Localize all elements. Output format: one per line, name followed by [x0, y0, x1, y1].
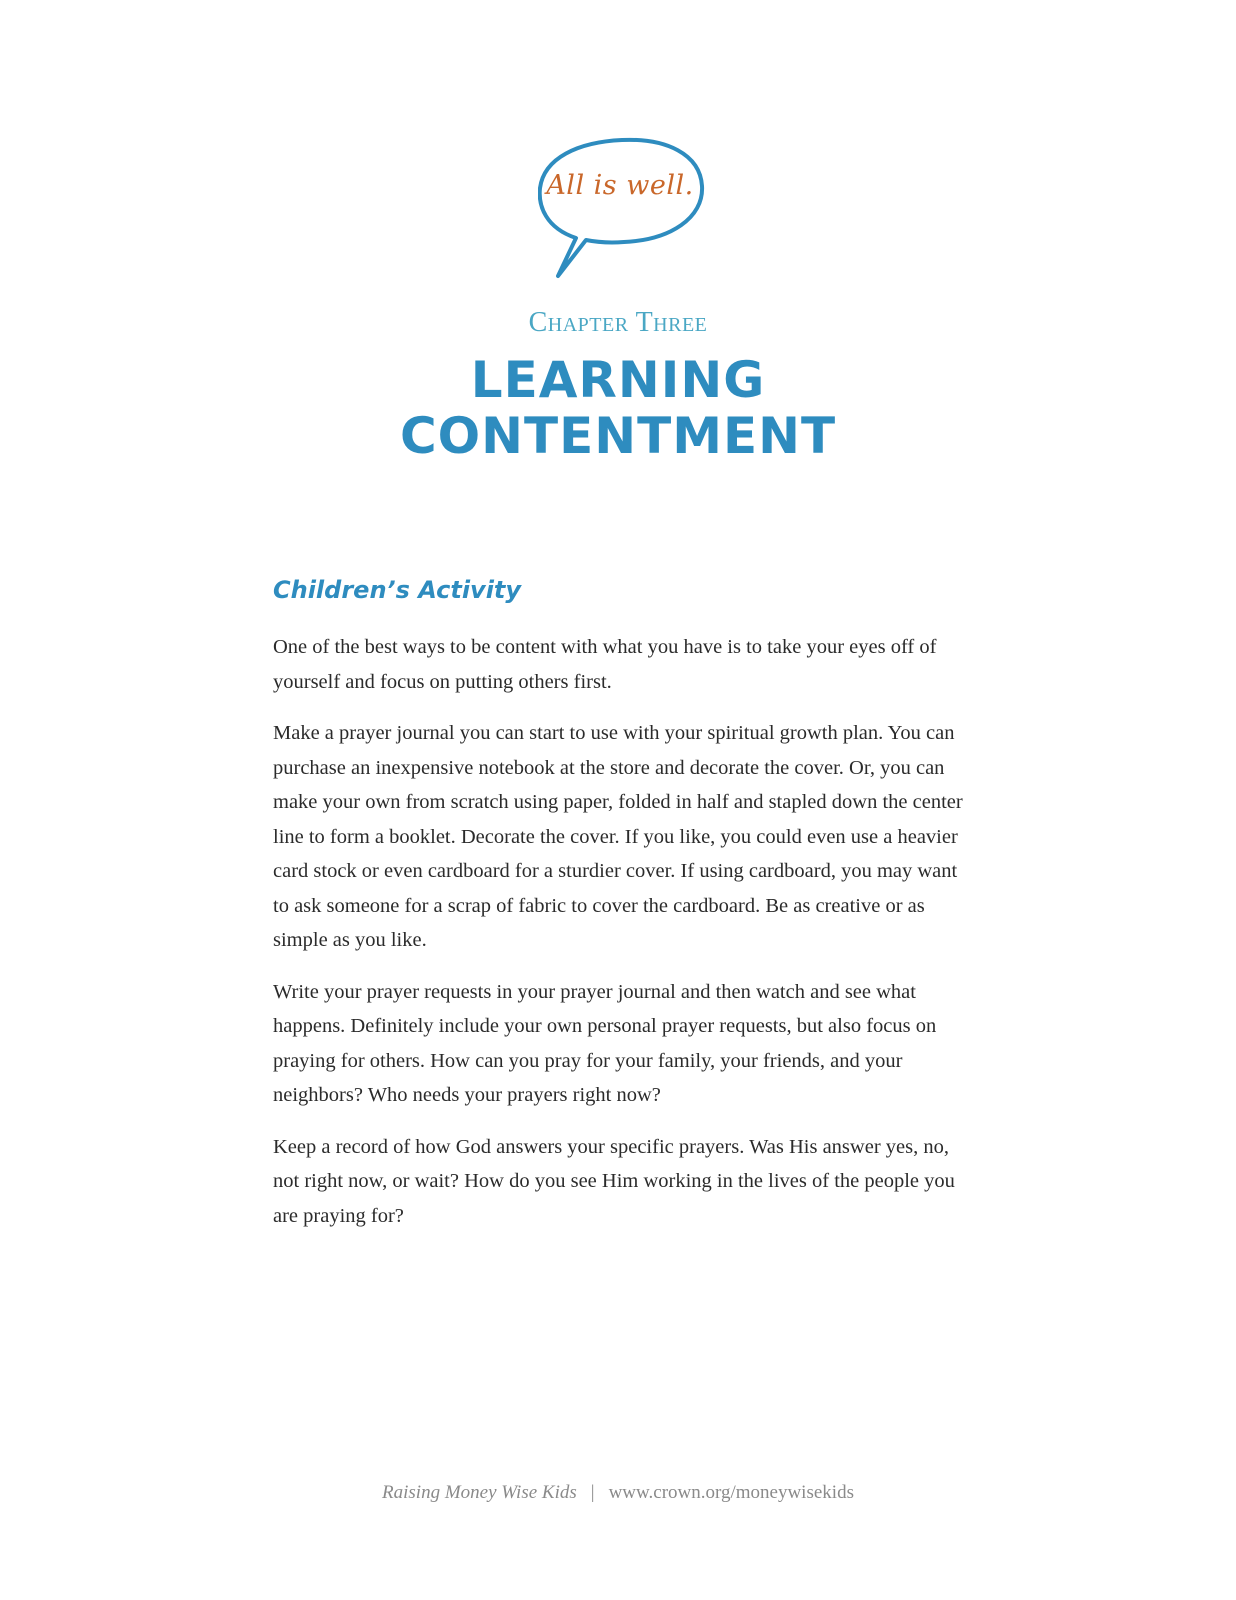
chapter-title — [0, 352, 1236, 464]
paragraph-1: One of the best ways to be content with what you have is to take your eyes off of yourself and focus on putting others first. — [273, 636, 937, 693]
paragraph-2: Make a prayer journal you can start to use with your spiritual growth plan. You can purchase an inexpensive notebook at the store and decorate the cover. Or, you can make your own from scratch using paper, folded in half and stapled down the center line to form a booklet. Decorate the cover. If you like, you could even use a heavier card stock or even cardboard for a sturdier cover. If using cardboard, you may want to ask someone for a scrap of fabric to cover the cardboard. Be as creative or as simple as you like. — [273, 722, 963, 951]
page-footer — [0, 1482, 1236, 1504]
body-text — [273, 630, 973, 1250]
speech-bubble-icon — [538, 136, 708, 281]
chapter-title-line-2: CONTENTMENT — [399, 407, 837, 465]
footer-book-title: Raising Money Wise Kids — [382, 1482, 577, 1503]
section-heading: Children’s Activity — [273, 576, 522, 604]
paragraph-3: Write your prayer requests in your prayer journal and then watch and see what happens. Definitely include your own personal prayer requests, but also focus on praying for others. How can you pray for your family, your friends, and your neighbors? Who needs your prayers right now? — [273, 980, 937, 1106]
chapter-label: Chapter Three — [528, 307, 708, 338]
speech-bubble-logo — [538, 136, 718, 286]
paragraph-4: Keep a record of how God answers your specific prayers. Was His answer yes, no, not right now, or wait? How do you see Him working in the lives of the people you are praying for? — [273, 1135, 955, 1227]
footer-url: www.crown.org/moneywisekids — [608, 1482, 854, 1503]
chapter-title-line-1: LEARNING — [470, 351, 766, 409]
logo-text: All is well. — [546, 170, 694, 201]
footer-separator: | — [590, 1482, 595, 1503]
